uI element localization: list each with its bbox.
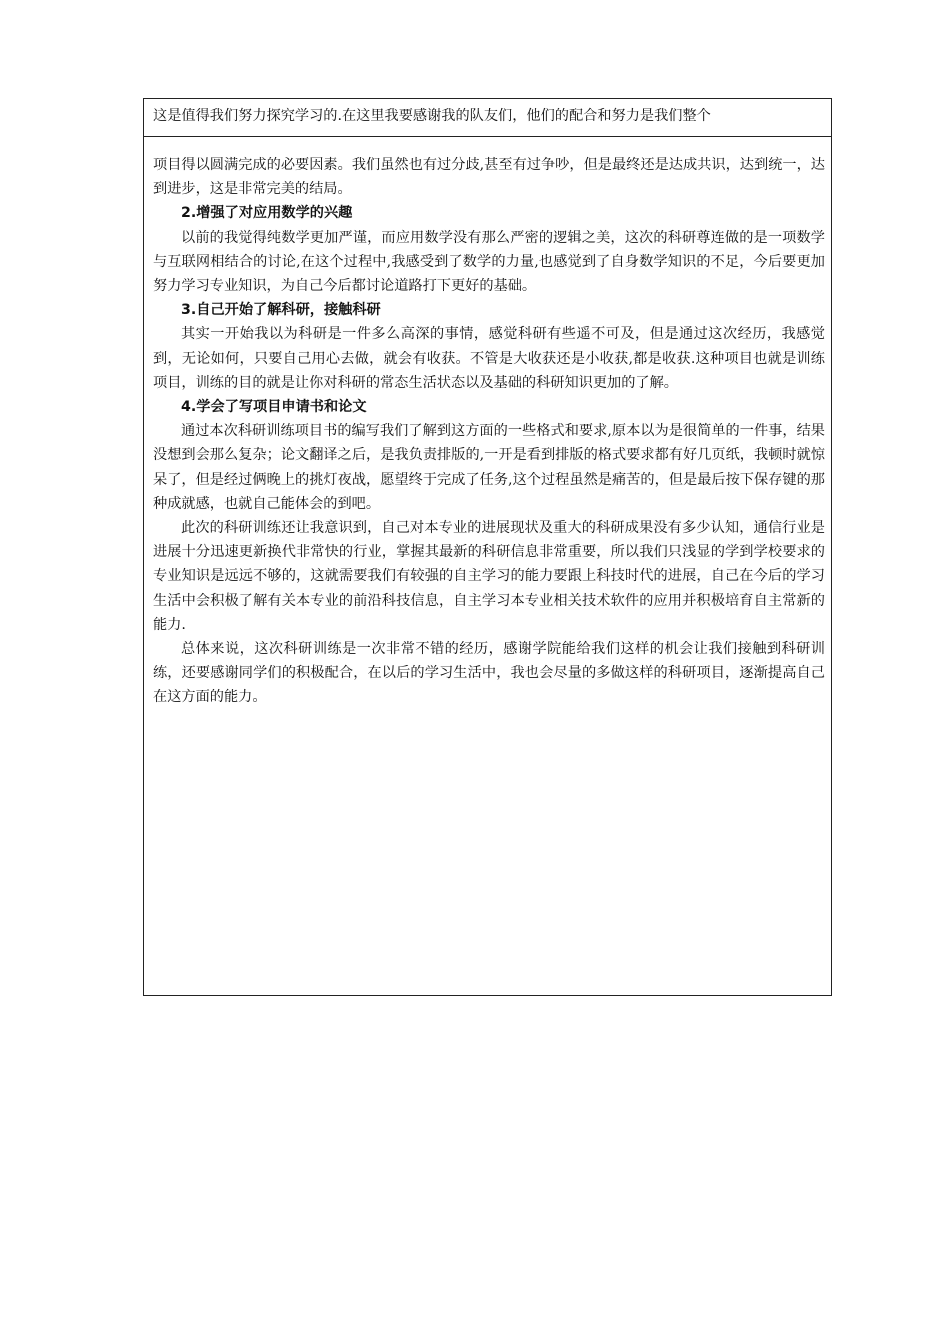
intro-paragraph: 项目得以圆满完成的必要因素。我们虽然也有过分歧,甚至有过争吵，但是最终还是达成共识，达到统一，达到进步，这是非常完美的结局。 xyxy=(153,157,825,198)
paragraph-summary: 总体来说，这次科研训练是一次非常不错的经历，感谢学院能给我们这样的机会让我们接触到科研训练，还要感谢同学们的积极配合，在以后的学习生活中，我也会尽量的多做这样的科研项目，逐渐提高自己在这方面的能力。 xyxy=(153,641,825,706)
section-heading-math-interest: 2.增强了对应用数学的兴趣 xyxy=(181,205,353,222)
paragraph-research-awareness: 此次的科研训练还让我意识到，自己对本专业的进展现状及重大的科研成果没有多少认知，通信行业是进展十分迅速更新换代非常快的行业，掌握其最新的科研信息非常重要，所以我们只浅显的学到学校要求的专业知识是远远不够的，这就需要我们有较强的自主学习的能力要跟上科技时代的进展，自己在今后的学习生活中会积极了解有关本专业的前沿科技信息，自主学习本专业相关技术软件的应用并积极培育自主常新的能力. xyxy=(153,520,825,633)
section-paragraph-research-intro: 其实一开始我以为科研是一件多么高深的事情，感觉科研有些遥不可及，但是通过这次经历，我感觉到，无论如何，只要自己用心去做，就会有收获。不管是大收获还是小收获,都是收获.这种项目也就是训练项目，训练的目的就是让你对科研的常态生活状态以及基础的科研知识更加的了解。 xyxy=(153,326,825,391)
report-table xyxy=(143,98,832,996)
reflection-content xyxy=(153,153,825,710)
section-paragraph-proposal-writing: 通过本次科研训练项目书的编写我们了解到这方面的一些格式和要求,原本以为是很简单的一件事，结果没想到会那么复杂；论文翻译之后，是我负责排版的,一开是看到排版的格式要求都有好几页纸，我顿时就惊呆了，但是经过俩晚上的挑灯夜战，愿望终于完成了任务,这个过程虽然是痛苦的，但是最后按下保存键的那种成就感，也就自己能体会的到吧。 xyxy=(153,423,825,512)
table-top-cell xyxy=(144,99,831,137)
section-heading-research-intro: 3.自己开始了解科研，接触科研 xyxy=(181,302,381,319)
section-heading-proposal-writing: 4.学会了写项目申请书和论文 xyxy=(181,399,367,416)
section-paragraph-math-interest: 以前的我觉得纯数学更加严谨，而应用数学没有那么严密的逻辑之美，这次的科研尊连做的是一项数学与互联网相结合的讨论,在这个过程中,我感受到了数学的力量,也感觉到了自身数学知识的不足，今后要更加努力学习专业知识，为自己今后都讨论道路打下更好的基础。 xyxy=(153,229,825,295)
top-cell-text: 这是值得我们努力探究学习的.在这里我要感谢我的队友们，他们的配合和努力是我们整个 xyxy=(153,108,711,124)
